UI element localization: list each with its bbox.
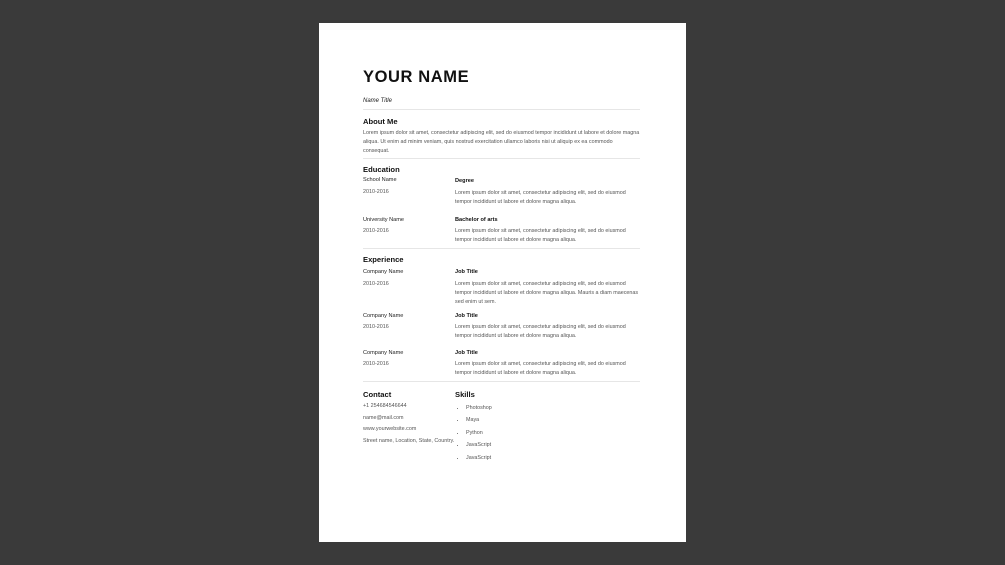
school-name: School Name xyxy=(363,177,397,183)
experience-item xyxy=(363,349,640,378)
experience-years: 2010-2016 xyxy=(363,361,389,367)
company-name: Company Name xyxy=(363,313,404,319)
experience-years: 2010-2016 xyxy=(363,324,389,330)
education-years: 2010-2016 xyxy=(363,189,389,195)
job-title: Job Title xyxy=(455,350,478,356)
degree-name: Bachelor of arts xyxy=(455,217,498,223)
skill-item: • JavaScript xyxy=(466,441,640,449)
company-name: Company Name xyxy=(363,269,404,275)
contact-address: Street name, Location, State, Country. xyxy=(363,437,455,444)
contact-email: name@mail.com xyxy=(363,414,404,421)
company-name: Company Name xyxy=(363,350,404,356)
education-item xyxy=(363,216,640,245)
divider xyxy=(363,109,640,110)
contact-website: www.yourwebsite.com xyxy=(363,426,417,433)
about-heading: About Me xyxy=(363,117,398,126)
education-heading: Education xyxy=(363,165,400,174)
contact-heading: Contact xyxy=(363,390,392,399)
contact-section xyxy=(363,390,455,466)
experience-section xyxy=(363,255,640,378)
education-desc: Lorem ipsum dolor sit amet, consectetur adipiscing elit, sed do eiusmod tempor incididunt ut labore et dolore magna aliqua. xyxy=(455,190,626,205)
education-section xyxy=(363,165,640,245)
skills-heading: Skills xyxy=(455,390,475,399)
experience-desc: Lorem ipsum dolor sit amet, consectetur adipiscing elit, sed do eiusmod tempor incididunt ut labore et dolore magna aliqua. xyxy=(455,361,626,376)
education-item xyxy=(363,176,640,207)
experience-desc: Lorem ipsum dolor sit amet, consectetur adipiscing elit, sed do eiusmod tempor incididunt ut labore et dolore magna aliqua. xyxy=(455,324,626,339)
skill-item: • Python xyxy=(466,429,640,437)
experience-item xyxy=(363,312,640,341)
skill-item: • Maya xyxy=(466,416,640,424)
experience-heading: Experience xyxy=(363,255,404,264)
divider xyxy=(363,158,640,159)
contact-phone: +1 254684546644 xyxy=(363,403,407,409)
contact-skills-section xyxy=(363,390,640,466)
skills-list xyxy=(455,404,640,462)
about-section xyxy=(363,117,640,156)
about-text: Lorem ipsum dolor sit amet, consectetur adipiscing elit, sed do eiusmod tempor incididunt ut labore et dolore magna aliqua. Ut enim ad minim veniam, quis nostrud exercitation ullamco laboris nisi ut aliquip ex ea commodo consequat. xyxy=(363,130,640,154)
name-title: Name Title xyxy=(363,98,392,104)
job-title: Job Title xyxy=(455,269,478,275)
divider xyxy=(363,248,640,249)
school-name: University Name xyxy=(363,217,405,223)
experience-years: 2010-2016 xyxy=(363,281,389,287)
resume-name: YOUR NAME xyxy=(363,68,470,86)
resume-page xyxy=(319,23,686,542)
skill-item: • JavaScript xyxy=(466,454,640,462)
experience-item xyxy=(363,268,640,307)
education-desc: Lorem ipsum dolor sit amet, consectetur adipiscing elit, sed do eiusmod tempor incididunt ut labore et dolore magna aliqua. xyxy=(455,228,626,243)
divider xyxy=(363,381,640,382)
skills-section xyxy=(455,390,640,466)
experience-desc: Lorem ipsum dolor sit amet, consectetur adipiscing elit, sed do eiusmod tempor incididunt ut labore et dolore magna aliqua. Mauris a diam maecenas sed enim ut sem. xyxy=(455,281,639,305)
degree-name: Degree xyxy=(455,178,474,184)
skill-item: • Photoshop xyxy=(466,404,640,412)
job-title: Job Title xyxy=(455,313,478,319)
education-years: 2010-2016 xyxy=(363,228,389,234)
